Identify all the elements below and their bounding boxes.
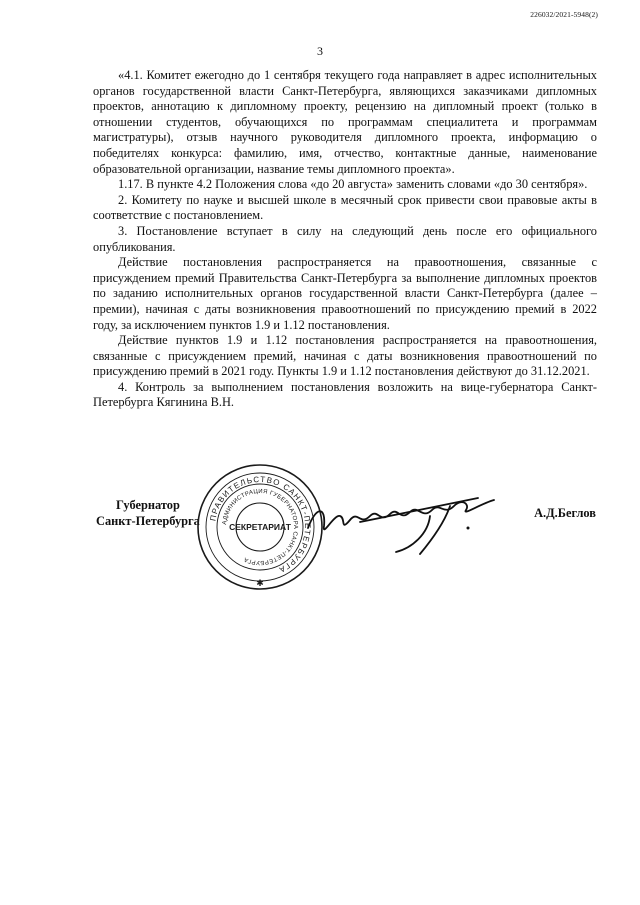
document-id: 226032/2021-5948(2) — [530, 10, 598, 19]
paragraph-effect-items: Действие пунктов 1.9 и 1.12 постановления распространяется на правоотношения, связанные с присуждением премий, начиная с даты возникновения правоотношений по присуждению премий в 2021 году. Пункты 1.9 и 1.12 постановления действуют до 31.12.2021. — [93, 333, 597, 379]
seal-star-icon: ✱ — [256, 578, 264, 588]
paragraph-4-1: «4.1. Комитет ежегодно до 1 сентября текущего года направляет в адрес исполнительных органов государственной власти Санкт-Петербурга, являющихся заказчиками дипломных проектов, аннотацию к дипломному проекту, рецензию на дипломный проект (только в отношении студентов, обучающихся по программам специалитета и программам магистратуры), отзыв научного руководителя дипломного проекта, информацию о победителях конкурса: фамилию, имя, отчество, контактные данные, наименование образовательной организации, название темы дипломного проекта». — [93, 68, 597, 176]
page-number: 3 — [317, 44, 323, 58]
handwritten-signature — [300, 476, 505, 566]
paragraph-1-17: 1.17. В пункте 4.2 Положения слова «до 20 августа» заменить словами «до 30 сентября». — [118, 177, 588, 192]
signature-dot — [467, 527, 470, 530]
document-body — [93, 68, 597, 411]
paragraph-3: 3. Постановление вступает в силу на следующий день после его официального опубликования. — [93, 223, 597, 254]
paragraph-2: 2. Комитету по науке и высшей школе в месячный срок привести свои правовые акты в соответствие с постановлением. — [93, 192, 597, 223]
signatory-title-line2: Санкт-Петербурга — [96, 513, 200, 528]
paragraph-effect: Действие постановления распространяется на правоотношения, связанные с присуждением премий Правительства Санкт-Петербурга за выполнение дипломных проектов по заданию исполнительных органов государственной власти Санкт-Петербурга (далее – премии), начиная с даты возникновения правоотношений по присуждению премий в 2022 году, за исключением пунктов 1.9 и 1.12 постановления. — [93, 255, 597, 332]
signatory-title — [96, 498, 200, 529]
signatory-title-line1: Губернатор — [116, 498, 180, 512]
seal-inner-text: АДМИНИСТРАЦИЯ ГУБЕРНАТОРА САНКТ-ПЕТЕРБУРГА — [222, 488, 299, 566]
seal-outer-text: ПРАВИТЕЛЬСТВО САНКТ-ПЕТЕРБУРГА — [208, 474, 313, 575]
seal-center-text: СЕКРЕТАРИАТ — [229, 522, 291, 532]
signatory-name: А.Д.Беглов — [534, 506, 596, 520]
paragraph-4: 4. Контроль за выполнением постановления возложить на вице-губернатора Санкт-Петербурга Кягинина В.Н. — [93, 379, 597, 410]
